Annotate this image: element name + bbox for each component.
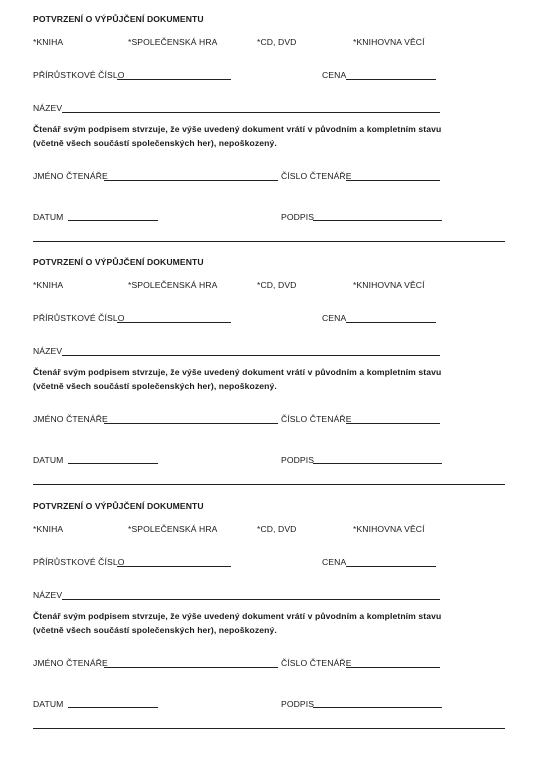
accession-number-label: PŘÍRŮSTKOVÉ ČÍSLO — [33, 557, 125, 567]
signature-field[interactable] — [313, 707, 442, 708]
type-option-cd-dvd: *CD, DVD — [257, 524, 297, 534]
loan-confirmation-form — [0, 487, 543, 730]
accession-number-field[interactable] — [117, 322, 231, 323]
reader-number-label: ČÍSLO ČTENÁŘE — [281, 414, 352, 424]
type-option-library-of-things: *KNIHOVNA VĚCÍ — [353, 37, 425, 47]
title-label: NÁZEV — [33, 346, 63, 356]
declaration-line-2: (včetně všech součástí společenských her), nepoškozený. — [33, 381, 277, 391]
accession-number-label: PŘÍRŮSTKOVÉ ČÍSLO — [33, 313, 125, 323]
title-label: NÁZEV — [33, 590, 63, 600]
price-field[interactable] — [346, 566, 436, 567]
declaration-line-2: (včetně všech součástí společenských her), nepoškozený. — [33, 138, 277, 148]
title-field[interactable] — [62, 599, 440, 600]
signature-field[interactable] — [313, 220, 442, 221]
cut-line — [33, 241, 505, 242]
reader-name-label: JMÉNO ČTENÁŘE — [33, 171, 108, 181]
reader-name-field[interactable] — [104, 423, 278, 424]
reader-number-label: ČÍSLO ČTENÁŘE — [281, 658, 352, 668]
reader-name-label: JMÉNO ČTENÁŘE — [33, 658, 108, 668]
price-label: CENA — [322, 70, 347, 80]
cut-line — [33, 728, 505, 729]
date-field[interactable] — [68, 463, 158, 464]
date-field[interactable] — [68, 707, 158, 708]
price-label: CENA — [322, 557, 347, 567]
price-field[interactable] — [346, 79, 436, 80]
title-label: NÁZEV — [33, 103, 63, 113]
reader-number-label: ČÍSLO ČTENÁŘE — [281, 171, 352, 181]
declaration-line-1: Čtenář svým podpisem stvrzuje, že výše uvedený dokument vrátí v původním a kompletním stavu — [33, 124, 442, 134]
title-field[interactable] — [62, 112, 440, 113]
declaration-line-2: (včetně všech součástí společenských her), nepoškozený. — [33, 625, 277, 635]
signature-field[interactable] — [313, 463, 442, 464]
declaration-line-1: Čtenář svým podpisem stvrzuje, že výše uvedený dokument vrátí v původním a kompletním stavu — [33, 611, 442, 621]
declaration-line-1: Čtenář svým podpisem stvrzuje, že výše uvedený dokument vrátí v původním a kompletním stavu — [33, 367, 442, 377]
reader-name-field[interactable] — [104, 667, 278, 668]
form-title: POTVRZENÍ O VÝPŮJČENÍ DOKUMENTU — [33, 257, 204, 267]
reader-number-field[interactable] — [346, 667, 440, 668]
date-label: DATUM — [33, 212, 64, 222]
price-field[interactable] — [346, 322, 436, 323]
accession-number-field[interactable] — [117, 79, 231, 80]
form-title: POTVRZENÍ O VÝPŮJČENÍ DOKUMENTU — [33, 501, 204, 511]
reader-number-field[interactable] — [346, 423, 440, 424]
type-option-cd-dvd: *CD, DVD — [257, 37, 297, 47]
accession-number-label: PŘÍRŮSTKOVÉ ČÍSLO — [33, 70, 125, 80]
type-option-cd-dvd: *CD, DVD — [257, 280, 297, 290]
reader-name-label: JMÉNO ČTENÁŘE — [33, 414, 108, 424]
loan-confirmation-form — [0, 243, 543, 486]
price-label: CENA — [322, 313, 347, 323]
reader-name-field[interactable] — [104, 180, 278, 181]
accession-number-field[interactable] — [117, 566, 231, 567]
type-option-book: *KNIHA — [33, 37, 64, 47]
title-field[interactable] — [62, 355, 440, 356]
date-label: DATUM — [33, 455, 64, 465]
signature-label: PODPIS — [281, 455, 315, 465]
type-option-book: *KNIHA — [33, 524, 64, 534]
date-label: DATUM — [33, 699, 64, 709]
loan-confirmation-form — [0, 0, 543, 243]
signature-label: PODPIS — [281, 212, 315, 222]
type-option-library-of-things: *KNIHOVNA VĚCÍ — [353, 280, 425, 290]
signature-label: PODPIS — [281, 699, 315, 709]
date-field[interactable] — [68, 220, 158, 221]
type-option-board-game: *SPOLEČENSKÁ HRA — [128, 280, 218, 290]
cut-line — [33, 484, 505, 485]
reader-number-field[interactable] — [346, 180, 440, 181]
type-option-library-of-things: *KNIHOVNA VĚCÍ — [353, 524, 425, 534]
form-title: POTVRZENÍ O VÝPŮJČENÍ DOKUMENTU — [33, 14, 204, 24]
type-option-book: *KNIHA — [33, 280, 64, 290]
type-option-board-game: *SPOLEČENSKÁ HRA — [128, 37, 218, 47]
type-option-board-game: *SPOLEČENSKÁ HRA — [128, 524, 218, 534]
